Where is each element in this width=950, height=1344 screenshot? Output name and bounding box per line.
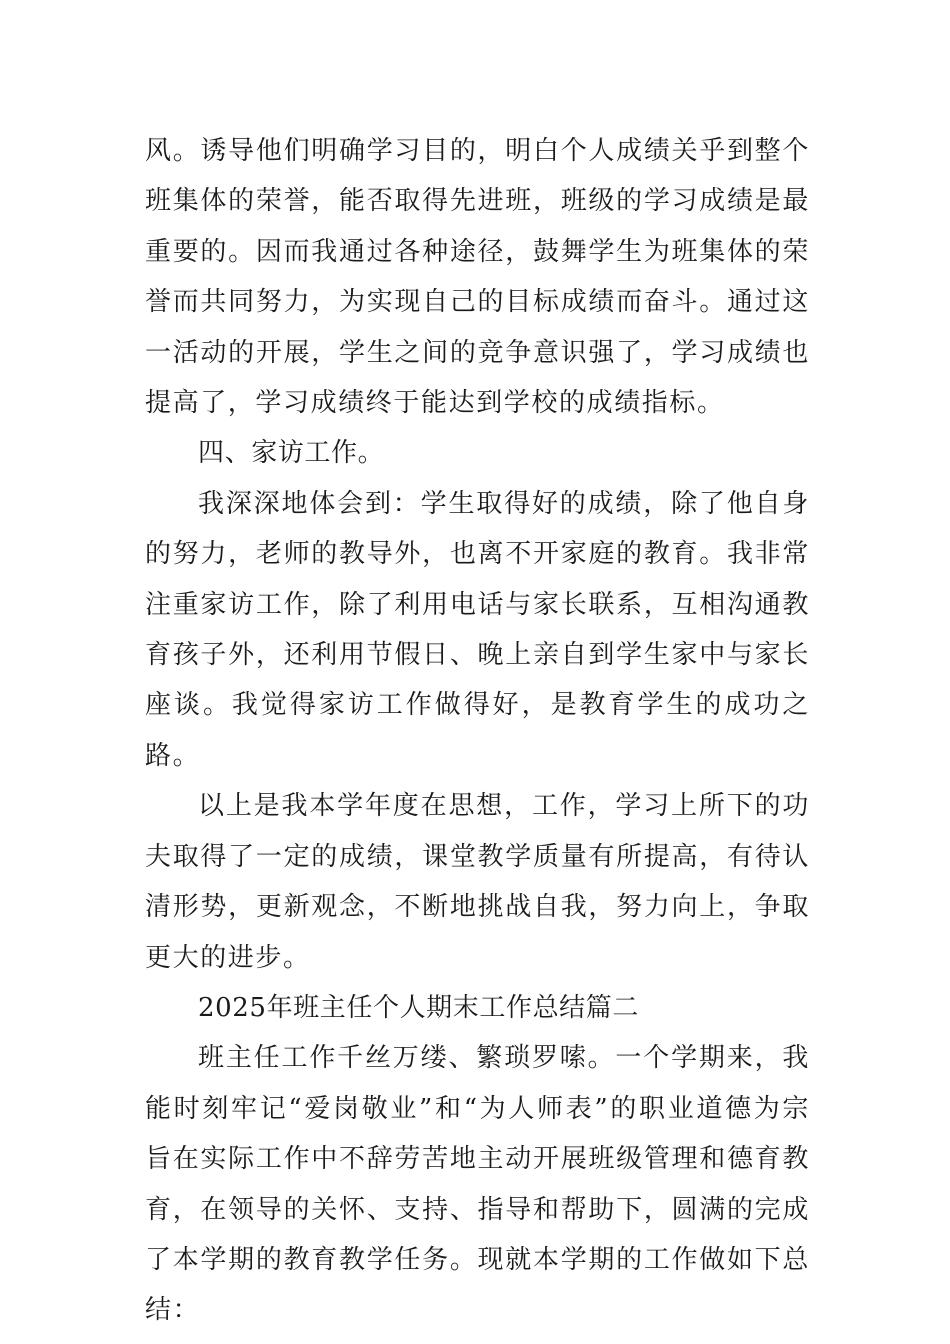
paragraph-home-visits: 我深深地体会到：学生取得好的成绩，除了他自身的努力，老师的教导外，也离不开家庭的教育。我非常注重家访工作，除了利用电话与家长联系，互相沟通教育孩子外，还利用节假日、晚上亲自到学生家中与家长座谈。我觉得家访工作做得好，是教育学生的成功之路。 [145, 488, 810, 771]
section-heading-part-two: 2025年班主任个人期末工作总结篇二 [198, 992, 639, 1023]
paragraph-conclusion: 以上是我本学年度在思想，工作，学习上所下的功夫取得了一定的成绩，课堂教学质量有所提高，有待认清形势，更新观念，不断地挑战自我，努力向上，争取更大的进步。 [145, 791, 810, 973]
section-heading-home-visits: 四、家访工作。 [198, 438, 385, 469]
paragraph-continuation: 风。诱导他们明确学习目的，明白个人成绩关乎到整个班集体的荣誉，能否取得先进班，班级的学习成绩是最重要的。因而我通过各种途径，鼓舞学生为班集体的荣誉而共同努力，为实现自己的目标成绩而奋斗。通过这一活动的开展，学生之间的竞争意识强了，学习成绩也提高了，学习成绩终于能达到学校的成绩指标。 [145, 136, 810, 419]
paragraph-part-two-intro: 班主任工作千丝万缕、繁琐罗嗦。一个学期来，我能时刻牢记“爱岗敬业”和“为人师表”的职业道德为宗旨在实际工作中不辞劳苦地主动开展班级管理和德育教育，在领导的关怀、支持、指导和帮助下，圆满的完成了本学期的教育教学任务。现就本学期的工作做如下总结： [145, 1043, 810, 1326]
document-body [145, 126, 810, 1336]
